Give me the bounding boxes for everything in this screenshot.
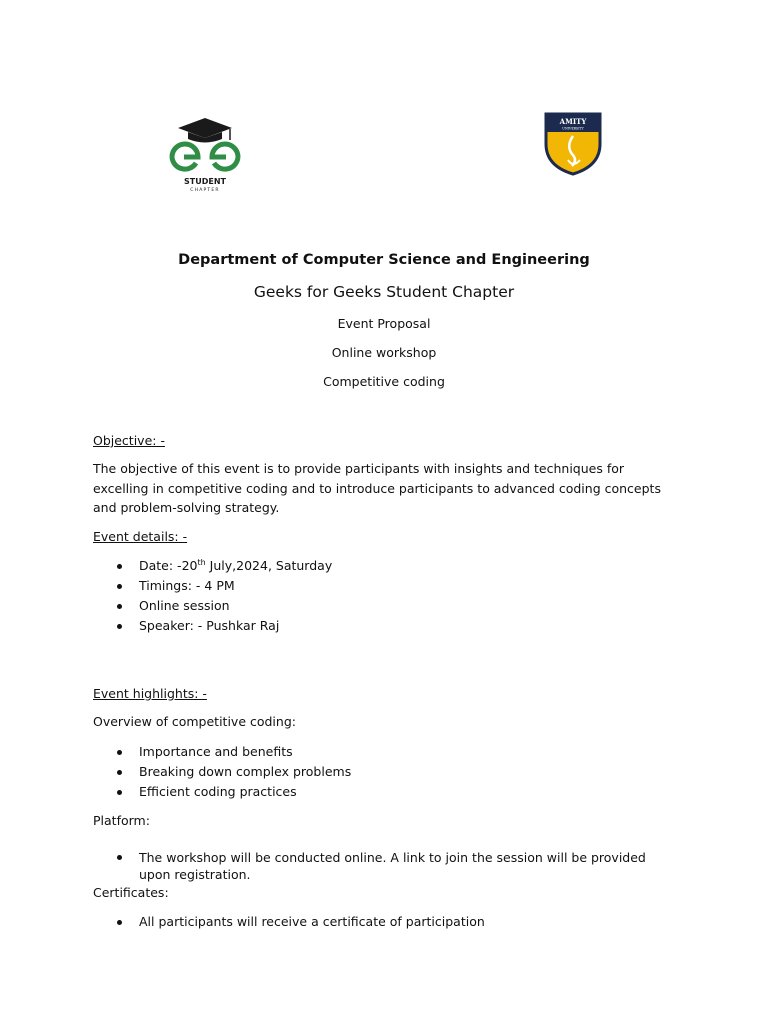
- certificates-list: [93, 912, 485, 932]
- platform-list: [93, 849, 659, 883]
- list-item: [93, 742, 351, 762]
- certificate-item-text: All participants will receive a certificate of participation: [139, 914, 485, 929]
- timings-item: Timings: - 4 PM: [139, 578, 235, 593]
- overview-label: Overview of competitive coding:: [93, 714, 296, 729]
- bullet-icon: [117, 770, 122, 775]
- highlight-item-text: Efficient coding practices: [139, 784, 297, 799]
- speaker-item: Speaker: - Pushkar Raj: [139, 618, 280, 633]
- highlight-item-text: Breaking down complex problems: [139, 764, 352, 779]
- bullet-icon: [117, 564, 122, 569]
- platform-label: Platform:: [93, 813, 150, 828]
- list-item: [93, 556, 332, 576]
- list-item: [93, 782, 351, 802]
- bullet-icon: [117, 604, 122, 609]
- event-details-list: [93, 556, 332, 636]
- list-item: [93, 912, 485, 932]
- date-suffix: July,2024, Saturday: [205, 558, 333, 573]
- event-mode-label: Online workshop: [331, 345, 437, 360]
- bullet-icon: [117, 584, 122, 589]
- event-details-heading: Event details: -: [93, 529, 188, 544]
- event-topic-label: Competitive coding: [323, 374, 445, 389]
- highlight-item-text: Importance and benefits: [139, 744, 293, 759]
- list-item: [93, 762, 351, 782]
- bullet-icon: [117, 920, 122, 925]
- session-item: Online session: [139, 598, 230, 613]
- list-item: [93, 576, 332, 596]
- gfg-student-chapter-logo: [166, 114, 244, 194]
- logo-caption-chapter: CHAPTER: [190, 188, 220, 193]
- chapter-heading: Geeks for Geeks Student Chapter: [253, 283, 515, 301]
- list-item: [93, 849, 659, 883]
- list-item: [93, 596, 332, 616]
- highlights-list: [93, 742, 351, 802]
- list-item: [93, 616, 332, 636]
- crest-caption-university: UNIVERSITY: [562, 126, 584, 131]
- department-heading: Department of Computer Science and Engineering: [178, 252, 590, 268]
- logo-caption-student: STUDENT: [184, 177, 226, 186]
- crest-caption-amity: AMITY: [559, 117, 587, 126]
- objective-text: The objective of this event is to provide participants with insights and techniques for excelling in competitive coding and to introduce participants to advanced coding concepts and problem-solving strategy.: [93, 461, 661, 515]
- objective-heading: Objective: -: [93, 433, 165, 448]
- certificates-label: Certificates:: [93, 885, 169, 900]
- bullet-icon: [117, 855, 122, 860]
- bullet-icon: [117, 790, 122, 795]
- date-suffix-ordinal: th: [197, 557, 206, 567]
- bullet-icon: [117, 624, 122, 629]
- platform-item-text: The workshop will be conducted online. A link to join the session will be provided upon registration.: [139, 850, 646, 882]
- date-prefix: Date: -20: [139, 558, 198, 573]
- amity-university-crest: [542, 110, 604, 176]
- bullet-icon: [117, 750, 122, 755]
- event-highlights-heading: Event highlights: -: [93, 686, 207, 701]
- doc-type-label: Event Proposal: [337, 316, 431, 331]
